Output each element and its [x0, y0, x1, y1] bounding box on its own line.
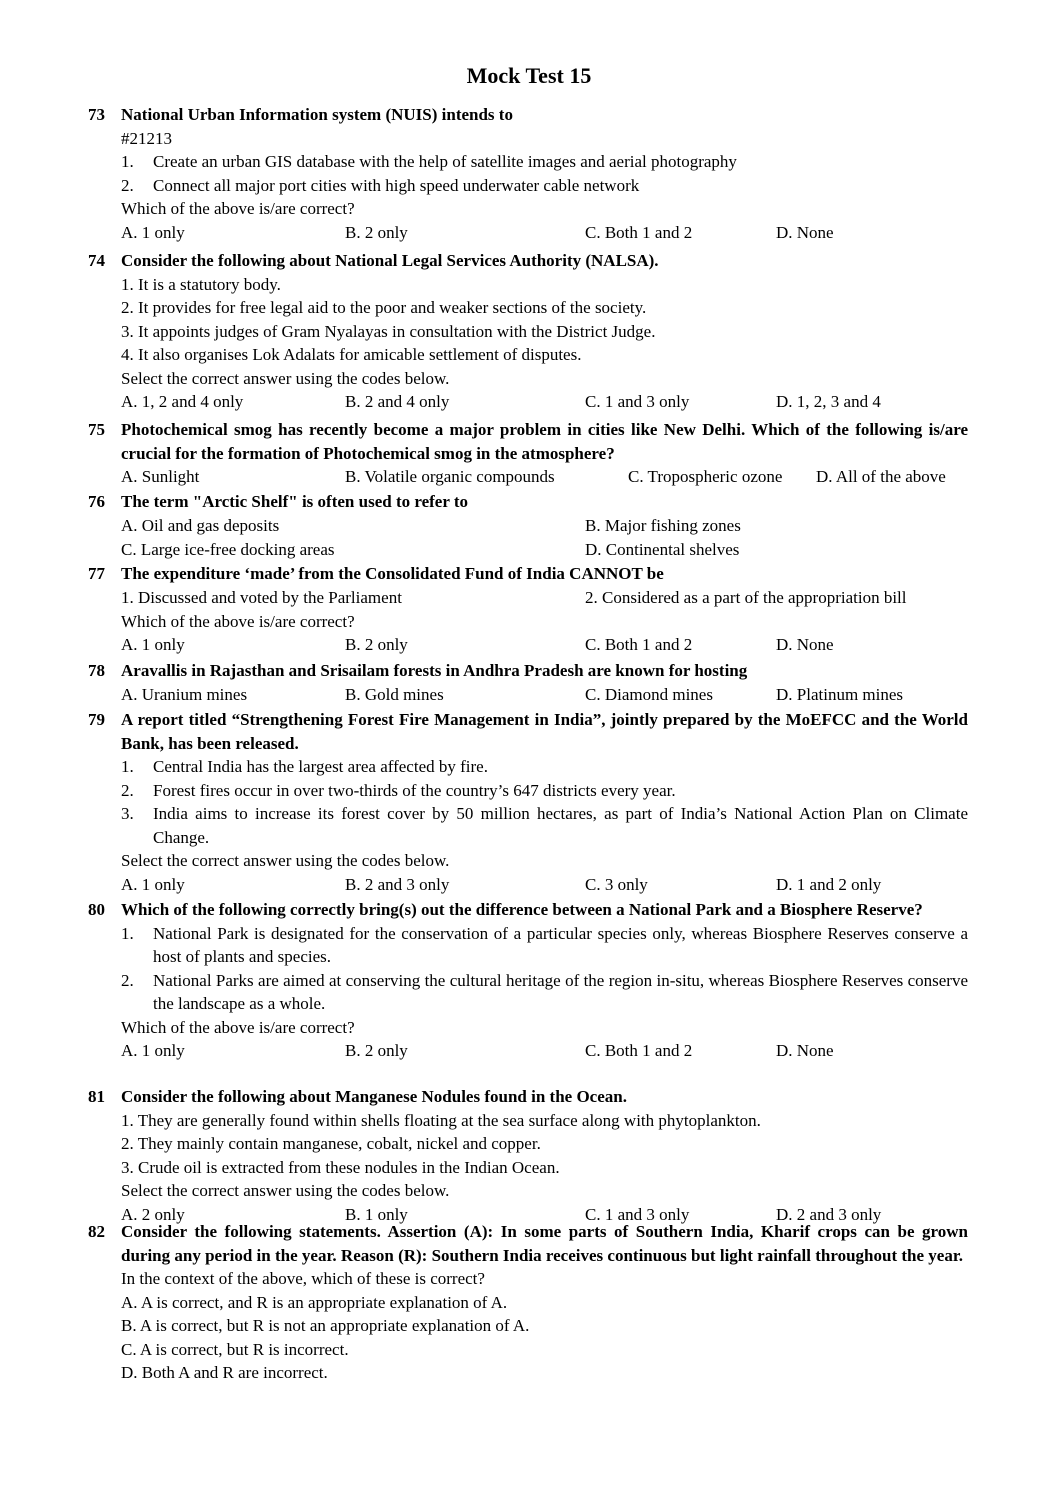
question-number: 78 — [88, 661, 105, 680]
question-73 — [88, 103, 968, 245]
option-c[interactable]: C. Both 1 and 2 — [585, 222, 693, 242]
option-b[interactable]: B. Volatile organic compounds — [345, 467, 555, 486]
option-b[interactable]: B. 2 and 3 only — [345, 874, 450, 894]
question-78 — [88, 659, 968, 707]
question-74 — [88, 249, 968, 414]
question-text: Photochemical smog has recently become a major problem in cities like New Delhi. Which of the following is/are crucial for the formation of Photochemical smog in the atmosphere? — [121, 420, 968, 463]
question-number: 75 — [88, 420, 105, 439]
question-number: 80 — [88, 900, 105, 919]
option-c[interactable]: C. A is correct, but R is incorrect. — [121, 1339, 349, 1359]
statement: 2. It provides for free legal aid to the poor and weaker sections of the society. — [121, 298, 647, 317]
answer-options — [121, 390, 968, 414]
question-number: 74 — [88, 251, 105, 270]
question-id: #21213 — [121, 128, 172, 148]
statement: 4. It also organises Lok Adalats for amicable settlement of disputes. — [121, 345, 582, 364]
option-a[interactable]: A. 1, 2 and 4 only — [121, 392, 244, 411]
question-text: Which of the following correctly bring(s) out the difference between a National Park and a Biosphere Reserve? — [121, 900, 923, 919]
answer-options-row — [121, 538, 968, 562]
option-d[interactable]: D. Platinum mines — [776, 684, 904, 704]
option-c[interactable]: C. 1 and 3 only — [585, 1204, 690, 1224]
statement: 1. Create an urban GIS database with the help of satellite images and aerial photography — [121, 152, 737, 171]
question-79 — [88, 708, 968, 897]
answer-options — [121, 221, 968, 245]
question-text: Consider the following about National Legal Services Authority (NALSA). — [121, 251, 659, 270]
option-a[interactable]: A. 2 only — [121, 1204, 185, 1224]
option-c[interactable]: C. 1 and 3 only — [585, 392, 690, 411]
statement: 1. National Park is designated for the conservation of a particular species only, whereas Biosphere Reserves conserve a host of plants and species. — [121, 923, 968, 966]
question-80 — [88, 898, 968, 1063]
question-text: The term "Arctic Shelf" is often used to refer to — [121, 492, 468, 511]
option-d[interactable]: D. All of the above — [816, 467, 946, 486]
option-b[interactable]: B. Gold mines — [345, 684, 444, 704]
option-d[interactable]: D. None — [776, 1041, 834, 1060]
option-c[interactable]: C. Both 1 and 2 — [585, 635, 693, 654]
question-76 — [88, 490, 968, 562]
option-d[interactable]: D. 1, 2, 3 and 4 — [776, 392, 881, 411]
question-77 — [88, 562, 968, 657]
answer-prompt: Which of the above is/are correct? — [121, 199, 355, 218]
option-d[interactable]: D. 2 and 3 only — [776, 1204, 882, 1224]
question-text: Consider the following about Manganese Nodules found in the Ocean. — [121, 1087, 627, 1106]
answer-prompt: Which of the above is/are correct? — [121, 611, 355, 631]
answer-prompt: Select the correct answer using the codes below. — [121, 851, 450, 870]
option-a[interactable]: A. 1 only — [121, 222, 185, 242]
statement: 1. It is a statutory body. — [121, 274, 281, 294]
question-number: 73 — [88, 105, 105, 124]
question-text: The expenditure ‘made’ from the Consolidated Fund of India CANNOT be — [121, 564, 664, 583]
answer-options — [121, 683, 968, 707]
question-75 — [88, 418, 968, 489]
statement: 3. India aims to increase its forest cover by 50 million hectares, as part of India’s National Action Plan on Climate Change. — [121, 804, 968, 847]
statement: 2. They mainly contain manganese, cobalt, nickel and copper. — [121, 1134, 541, 1153]
option-a[interactable]: A. A is correct, and R is an appropriate explanation of A. — [121, 1292, 508, 1312]
question-text: A report titled “Strengthening Forest Fire Management in India”, jointly prepared by the MoEFCC and the World Bank, has been released. — [121, 710, 968, 753]
question-number: 82 — [88, 1222, 105, 1241]
option-b[interactable]: B. 2 only — [345, 222, 408, 242]
answer-options — [121, 873, 968, 897]
option-c[interactable]: C. 3 only — [585, 874, 648, 894]
statement: 3. It appoints judges of Gram Nyalayas in consultation with the District Judge. — [121, 321, 656, 341]
question-text: National Urban Information system (NUIS) intends to — [121, 105, 513, 124]
option-a[interactable]: A. 1 only — [121, 635, 185, 654]
option-a[interactable]: A. Uranium mines — [121, 684, 248, 704]
option-c[interactable]: C. Diamond mines — [585, 684, 713, 704]
option-c[interactable]: C. Both 1 and 2 — [585, 1041, 693, 1060]
statement: 1. Discussed and voted by the Parliament — [121, 587, 402, 607]
option-b[interactable]: B. Major fishing zones — [585, 515, 741, 535]
option-c[interactable]: C. Tropospheric ozone — [628, 467, 783, 486]
question-number: 77 — [88, 564, 105, 583]
question-number: 79 — [88, 710, 105, 729]
option-a[interactable]: A. Oil and gas deposits — [121, 515, 280, 535]
option-a[interactable]: A. Sunlight — [121, 467, 200, 486]
question-text: Consider the following statements. Assertion (A): In some parts of Southern India, Kharif crops can be grown during any period in the year. Reason (R): Southern India receives continuous but light rainfall throughout the year. — [121, 1222, 968, 1265]
option-d[interactable]: D. Continental shelves — [585, 539, 740, 559]
statement: 1. They are generally found within shells floating at the sea surface along with phytoplankton. — [121, 1110, 761, 1130]
answer-options — [121, 633, 968, 657]
answer-options — [121, 465, 968, 489]
question-82 — [88, 1220, 968, 1385]
answer-prompt: Select the correct answer using the codes below. — [121, 1181, 450, 1200]
option-b[interactable]: B. 2 only — [345, 635, 408, 654]
question-number: 81 — [88, 1087, 105, 1106]
answer-options-row — [121, 514, 968, 538]
statements-row — [121, 586, 968, 610]
question-number: 76 — [88, 492, 105, 511]
answer-prompt: In the context of the above, which of these is correct? — [121, 1269, 485, 1288]
option-b[interactable]: B. 1 only — [345, 1204, 408, 1224]
statement: 3. Crude oil is extracted from these nodules in the Indian Ocean. — [121, 1157, 560, 1177]
option-d[interactable]: D. Both A and R are incorrect. — [121, 1363, 328, 1382]
option-a[interactable]: A. 1 only — [121, 874, 185, 894]
statement: 2. Forest fires occur in over two-thirds of the country’s 647 districts every year. — [121, 780, 676, 800]
option-d[interactable]: D. None — [776, 635, 834, 654]
statement: 1. Central India has the largest area affected by fire. — [121, 757, 488, 776]
statement: 2. Connect all major port cities with high speed underwater cable network — [121, 175, 640, 195]
answer-options — [121, 1039, 968, 1063]
answer-prompt: Select the correct answer using the codes below. — [121, 368, 450, 388]
page-title: Mock Test 15 — [466, 63, 592, 88]
option-b[interactable]: B. 2 and 4 only — [345, 392, 450, 411]
option-b[interactable]: B. A is correct, but R is not an appropriate explanation of A. — [121, 1316, 530, 1335]
statement: 2. National Parks are aimed at conserving the cultural heritage of the region in-situ, whereas Biosphere Reserves conserve the landscape as a whole. — [121, 970, 968, 1013]
answer-prompt: Which of the above is/are correct? — [121, 1017, 355, 1037]
option-b[interactable]: B. 2 only — [345, 1041, 408, 1060]
question-text: Aravallis in Rajasthan and Srisailam forests in Andhra Pradesh are known for hosting — [121, 661, 748, 680]
option-a[interactable]: A. 1 only — [121, 1041, 185, 1060]
question-81 — [88, 1085, 968, 1227]
option-c[interactable]: C. Large ice-free docking areas — [121, 539, 335, 559]
option-d[interactable]: D. None — [776, 222, 834, 242]
option-d[interactable]: D. 1 and 2 only — [776, 874, 882, 894]
statement: 2. Considered as a part of the appropriation bill — [585, 587, 907, 607]
